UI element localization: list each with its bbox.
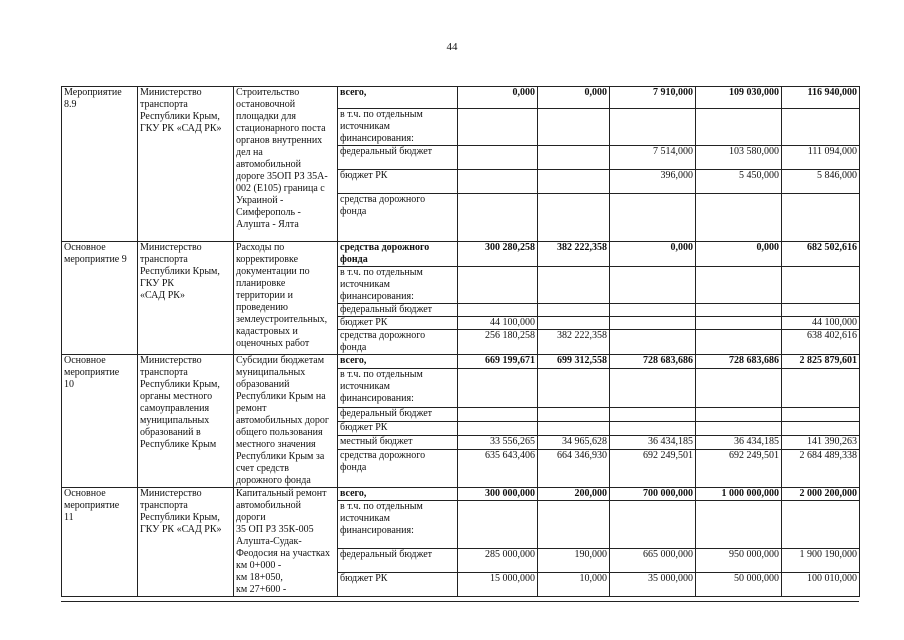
funding-source-cell: федеральный бюджет bbox=[338, 408, 458, 422]
funding-source-cell: федеральный бюджет bbox=[338, 146, 458, 170]
funding-source-cell: в т.ч. по отдельным источникам финансирования: bbox=[338, 501, 458, 549]
amount-cell bbox=[538, 109, 610, 146]
funding-source-cell: федеральный бюджет bbox=[338, 304, 458, 317]
amount-cell: 33 556,265 bbox=[458, 435, 538, 449]
amount-cell: 256 180,258 bbox=[458, 330, 538, 355]
amount-cell bbox=[538, 422, 610, 436]
funding-source-cell: средства дорожного фонда bbox=[338, 242, 458, 267]
amount-cell bbox=[538, 317, 610, 330]
amount-cell: 0,000 bbox=[538, 87, 610, 109]
amount-cell bbox=[610, 408, 696, 422]
amount-cell: 1 900 190,000 bbox=[782, 549, 860, 573]
amount-cell: 44 100,000 bbox=[782, 317, 860, 330]
amount-cell bbox=[538, 408, 610, 422]
amount-cell: 7 514,000 bbox=[610, 146, 696, 170]
amount-cell: 700 000,000 bbox=[610, 488, 696, 501]
amount-cell: 638 402,616 bbox=[782, 330, 860, 355]
amount-cell: 116 940,000 bbox=[782, 87, 860, 109]
amount-cell bbox=[696, 330, 782, 355]
amount-cell: 7 910,000 bbox=[610, 87, 696, 109]
amount-cell bbox=[696, 501, 782, 549]
amount-cell bbox=[610, 267, 696, 304]
amount-cell bbox=[782, 408, 860, 422]
amount-cell: 0,000 bbox=[696, 242, 782, 267]
measure-cell: Основное мероприятие 9 bbox=[62, 242, 138, 355]
amount-cell bbox=[696, 304, 782, 317]
amount-cell: 190,000 bbox=[538, 549, 610, 573]
table-row bbox=[62, 355, 860, 369]
activity-name-cell: Строительство остановочной площадки для стационарного поста органов внутренних дел на автомобильной дороге 35ОП РЗ 35А- 002 (Е105) граница с Украиной - Симферополь - Алушта - Ялта bbox=[234, 87, 338, 242]
amount-cell bbox=[538, 267, 610, 304]
amount-cell bbox=[610, 422, 696, 436]
amount-cell bbox=[458, 422, 538, 436]
amount-cell bbox=[458, 501, 538, 549]
amount-cell bbox=[458, 267, 538, 304]
table-row bbox=[62, 242, 860, 267]
amount-cell: 36 434,185 bbox=[696, 435, 782, 449]
measure-cell: Основное мероприятие 10 bbox=[62, 355, 138, 488]
funding-source-cell: в т.ч. по отдельным источникам финансирования: bbox=[338, 109, 458, 146]
executor-cell: Министерство транспорта Республики Крым, ГКУ РК «САД РК» bbox=[138, 87, 234, 242]
amount-cell: 5 450,000 bbox=[696, 170, 782, 194]
amount-cell: 669 199,671 bbox=[458, 355, 538, 369]
funding-source-cell: в т.ч. по отдельным источникам финансирования: bbox=[338, 368, 458, 407]
amount-cell bbox=[782, 501, 860, 549]
funding-source-cell: всего, bbox=[338, 87, 458, 109]
executor-cell: Министерство транспорта Республики Крым, ГКУ РК «САД РК» bbox=[138, 242, 234, 355]
amount-cell bbox=[610, 501, 696, 549]
amount-cell: 103 580,000 bbox=[696, 146, 782, 170]
amount-cell: 382 222,358 bbox=[538, 242, 610, 267]
amount-cell: 728 683,686 bbox=[610, 355, 696, 369]
amount-cell bbox=[538, 304, 610, 317]
measure-cell: Основное мероприятие 11 bbox=[62, 488, 138, 597]
funding-source-cell: федеральный бюджет bbox=[338, 549, 458, 573]
amount-cell bbox=[696, 368, 782, 407]
amount-cell bbox=[538, 501, 610, 549]
activity-name-cell: Расходы по корректировке документации по планировке территории и проведению землеустроительных, кадастровых и оценочных работ bbox=[234, 242, 338, 355]
amount-cell bbox=[782, 368, 860, 407]
funding-source-cell: средства дорожного фонда bbox=[338, 449, 458, 487]
amount-cell bbox=[458, 170, 538, 194]
financing-table bbox=[61, 86, 860, 597]
amount-cell: 2 000 200,000 bbox=[782, 488, 860, 501]
amount-cell bbox=[610, 368, 696, 407]
amount-cell: 111 094,000 bbox=[782, 146, 860, 170]
activity-name-cell: Субсидии бюджетам муниципальных образований Республики Крым на ремонт автомобильных дорог общего пользования местного значения Республики Крым за счет средств дорожного фонда bbox=[234, 355, 338, 488]
amount-cell: 10,000 bbox=[538, 573, 610, 597]
amount-cell: 699 312,558 bbox=[538, 355, 610, 369]
amount-cell: 692 249,501 bbox=[696, 449, 782, 487]
amount-cell bbox=[782, 304, 860, 317]
amount-cell bbox=[696, 408, 782, 422]
funding-source-cell: средства дорожного фонда bbox=[338, 330, 458, 355]
table-row bbox=[62, 87, 860, 109]
amount-cell bbox=[610, 194, 696, 242]
amount-cell: 664 346,930 bbox=[538, 449, 610, 487]
amount-cell: 300 280,258 bbox=[458, 242, 538, 267]
funding-source-cell: средства дорожного фонда bbox=[338, 194, 458, 242]
amount-cell bbox=[696, 267, 782, 304]
amount-cell: 36 434,185 bbox=[610, 435, 696, 449]
amount-cell: 950 000,000 bbox=[696, 549, 782, 573]
amount-cell bbox=[538, 146, 610, 170]
funding-source-cell: в т.ч. по отдельным источникам финансирования: bbox=[338, 267, 458, 304]
amount-cell: 15 000,000 bbox=[458, 573, 538, 597]
amount-cell bbox=[696, 109, 782, 146]
amount-cell bbox=[782, 109, 860, 146]
amount-cell: 665 000,000 bbox=[610, 549, 696, 573]
amount-cell bbox=[696, 317, 782, 330]
funding-source-cell: местный бюджет bbox=[338, 435, 458, 449]
amount-cell: 635 643,406 bbox=[458, 449, 538, 487]
amount-cell: 35 000,000 bbox=[610, 573, 696, 597]
page-cut-line bbox=[61, 601, 859, 602]
amount-cell bbox=[610, 330, 696, 355]
amount-cell: 2 825 879,601 bbox=[782, 355, 860, 369]
amount-cell bbox=[782, 194, 860, 242]
amount-cell bbox=[458, 408, 538, 422]
amount-cell bbox=[458, 146, 538, 170]
amount-cell: 0,000 bbox=[458, 87, 538, 109]
amount-cell: 382 222,358 bbox=[538, 330, 610, 355]
amount-cell: 300 000,000 bbox=[458, 488, 538, 501]
amount-cell: 396,000 bbox=[610, 170, 696, 194]
amount-cell: 692 249,501 bbox=[610, 449, 696, 487]
amount-cell: 682 502,616 bbox=[782, 242, 860, 267]
amount-cell: 200,000 bbox=[538, 488, 610, 501]
funding-source-cell: всего, bbox=[338, 488, 458, 501]
amount-cell bbox=[782, 422, 860, 436]
amount-cell: 141 390,263 bbox=[782, 435, 860, 449]
amount-cell: 100 010,000 bbox=[782, 573, 860, 597]
amount-cell: 34 965,628 bbox=[538, 435, 610, 449]
amount-cell: 1 000 000,000 bbox=[696, 488, 782, 501]
funding-source-cell: бюджет РК bbox=[338, 573, 458, 597]
amount-cell: 728 683,686 bbox=[696, 355, 782, 369]
funding-source-cell: бюджет РК bbox=[338, 170, 458, 194]
amount-cell bbox=[458, 194, 538, 242]
amount-cell bbox=[458, 109, 538, 146]
amount-cell bbox=[610, 109, 696, 146]
amount-cell bbox=[538, 194, 610, 242]
funding-source-cell: всего, bbox=[338, 355, 458, 369]
funding-source-cell: бюджет РК bbox=[338, 422, 458, 436]
activity-name-cell: Капитальный ремонт автомобильной дороги 35 ОП РЗ 35К-005 Алушта-Судак- Феодосия на участках км 0+000 - км 18+050, км 27+600 - bbox=[234, 488, 338, 597]
amount-cell bbox=[538, 170, 610, 194]
funding-source-cell: бюджет РК bbox=[338, 317, 458, 330]
amount-cell bbox=[610, 304, 696, 317]
table-row bbox=[62, 488, 860, 501]
amount-cell bbox=[696, 422, 782, 436]
amount-cell bbox=[696, 194, 782, 242]
amount-cell: 285 000,000 bbox=[458, 549, 538, 573]
amount-cell: 2 684 489,338 bbox=[782, 449, 860, 487]
amount-cell: 109 030,000 bbox=[696, 87, 782, 109]
amount-cell: 0,000 bbox=[610, 242, 696, 267]
amount-cell: 5 846,000 bbox=[782, 170, 860, 194]
amount-cell: 50 000,000 bbox=[696, 573, 782, 597]
executor-cell: Министерство транспорта Республики Крым, ГКУ РК «САД РК» bbox=[138, 488, 234, 597]
amount-cell bbox=[458, 304, 538, 317]
amount-cell bbox=[538, 368, 610, 407]
amount-cell bbox=[782, 267, 860, 304]
amount-cell bbox=[610, 317, 696, 330]
amount-cell bbox=[458, 368, 538, 407]
table-body bbox=[62, 87, 860, 597]
measure-cell: Мероприятие 8.9 bbox=[62, 87, 138, 242]
executor-cell: Министерство транспорта Республики Крым, органы местного самоуправления муниципальных образований в Республике Крым bbox=[138, 355, 234, 488]
amount-cell: 44 100,000 bbox=[458, 317, 538, 330]
page-number: 44 bbox=[446, 41, 458, 53]
